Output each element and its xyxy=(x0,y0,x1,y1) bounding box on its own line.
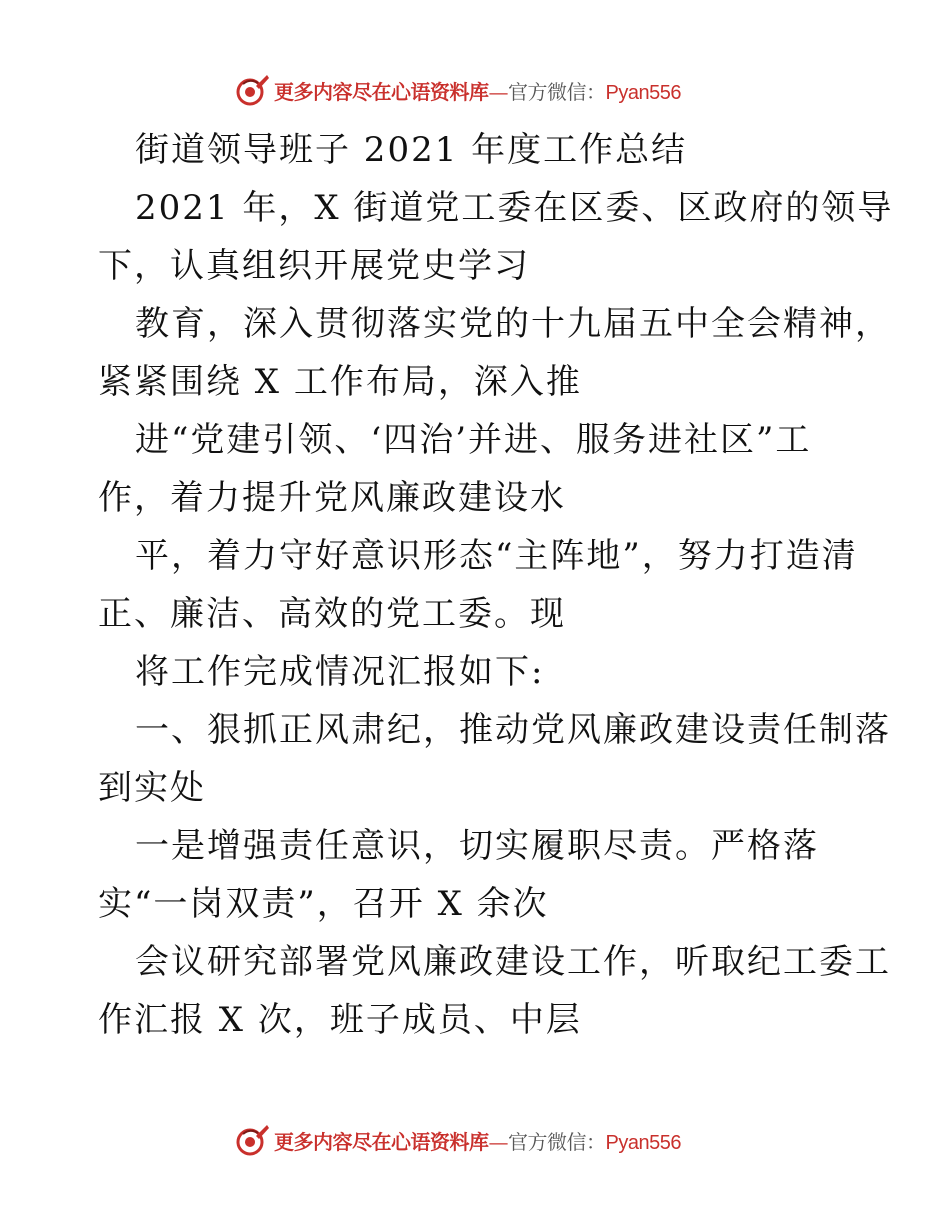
watermark-text xyxy=(274,76,681,105)
paragraph-line: 将工作完成情况汇报如下: xyxy=(135,652,545,692)
paragraph-line: 实“一岗双责”，召开 X 余次 xyxy=(98,884,549,924)
watermark-wechat-id: Pyan556 xyxy=(605,81,681,104)
paragraph-line: 作，着力提升党风廉政建设水 xyxy=(98,478,566,518)
document-title: 街道领导班子 2021 年度工作总结 xyxy=(135,130,688,170)
watermark-label: 官方微信： xyxy=(508,79,606,104)
section-heading: 一、狠抓正风肃纪，推动党风廉政建设责任制落 xyxy=(135,710,891,750)
watermark-brand: 更多内容尽在心语资料库 xyxy=(274,1129,489,1154)
paragraph-line: 会议研究部署党风廉政建设工作，听取纪工委工 xyxy=(135,942,891,982)
paragraph-line: 教育，深入贯彻落实党的十九届五中全会精神， xyxy=(135,304,891,344)
watermark-header xyxy=(232,70,681,110)
paragraph-line: 正、廉洁、高效的党工委。现 xyxy=(98,594,566,634)
watermark-footer xyxy=(232,1120,681,1160)
paragraph-line: 紧紧围绕 X 工作布局，深入推 xyxy=(98,362,582,402)
brand-logo-icon xyxy=(232,70,272,110)
watermark-brand: 更多内容尽在心语资料库 xyxy=(274,79,489,104)
paragraph-line: 平，着力守好意识形态“主阵地”，努力打造清 xyxy=(135,536,858,576)
section-heading: 到实处 xyxy=(98,768,206,808)
watermark-dash: — xyxy=(488,79,508,104)
watermark-text xyxy=(274,1126,681,1155)
paragraph-line: 2021 年，X 街道党工委在区委、区政府的领导 xyxy=(135,188,894,228)
watermark-dash: — xyxy=(488,1129,508,1154)
paragraph-line: 进“党建引领、‘四治’并进、服务进社区”工 xyxy=(135,420,812,460)
watermark-wechat-id: Pyan556 xyxy=(605,1131,681,1154)
paragraph-line: 作汇报 X 次，班子成员、中层 xyxy=(98,1000,582,1040)
brand-logo-icon xyxy=(232,1120,272,1160)
watermark-label: 官方微信： xyxy=(508,1129,606,1154)
paragraph-line: 一是增强责任意识，切实履职尽责。严格落 xyxy=(135,826,819,866)
paragraph-line: 下，认真组织开展党史学习 xyxy=(98,246,530,286)
